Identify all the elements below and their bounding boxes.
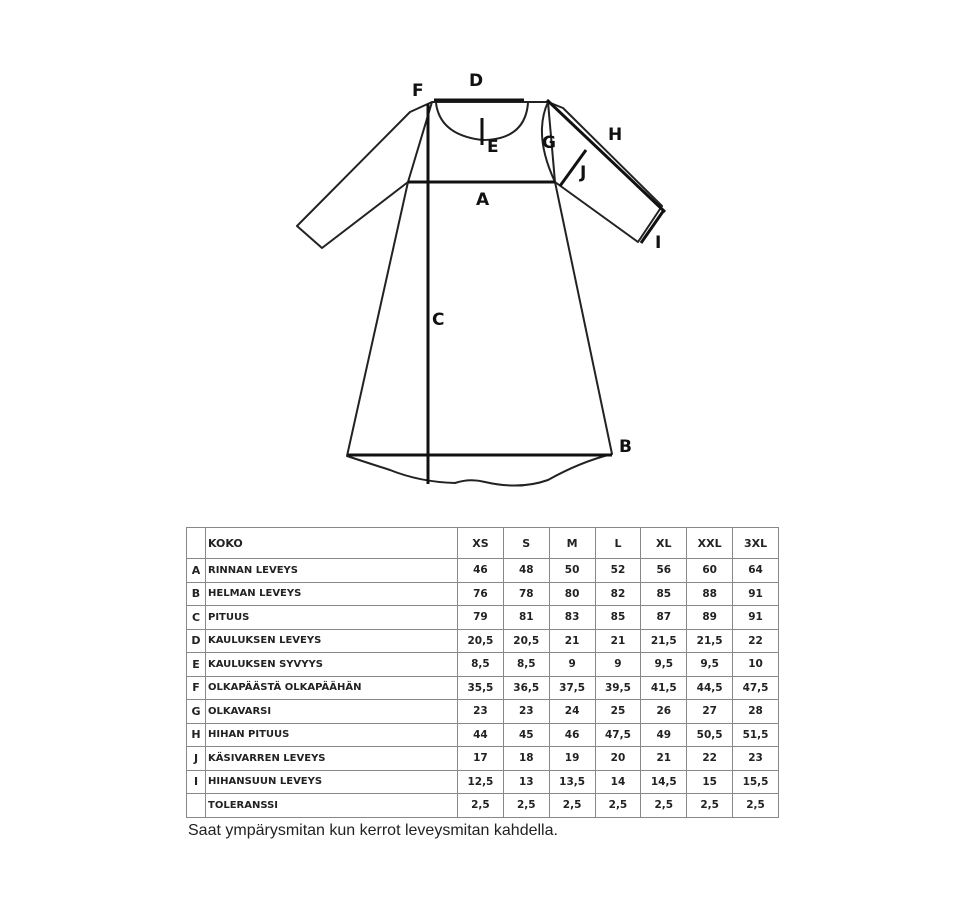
table-cell-value: 24 <box>549 700 595 724</box>
row-letter: C <box>187 606 206 630</box>
table-cell-value: 47,5 <box>595 723 641 747</box>
table-cell-value: 83 <box>549 606 595 630</box>
table-row <box>187 770 779 794</box>
table-cell-value: 13 <box>503 770 549 794</box>
table-cell-value: 8,5 <box>503 653 549 677</box>
table-cell-value: 91 <box>733 582 779 606</box>
table-cell-value: 21 <box>549 629 595 653</box>
table-row <box>187 559 779 583</box>
table-cell-value: 23 <box>733 747 779 771</box>
table-cell-value: 9,5 <box>687 653 733 677</box>
table-cell-value: 44,5 <box>687 676 733 700</box>
table-cell-value: 20,5 <box>458 629 504 653</box>
header-size: XXL <box>687 528 733 559</box>
header-size: 3XL <box>733 528 779 559</box>
measure-line-h <box>547 100 665 212</box>
table-cell-value: 85 <box>641 582 687 606</box>
header-letter-cell <box>187 528 206 559</box>
table-cell-value: 15 <box>687 770 733 794</box>
table-cell-value: 60 <box>687 559 733 583</box>
table-cell-value: 15,5 <box>733 770 779 794</box>
table-row <box>187 794 779 818</box>
table-cell-value: 36,5 <box>503 676 549 700</box>
row-measurement-name: KÄSIVARREN LEVEYS <box>206 747 458 771</box>
header-size: L <box>595 528 641 559</box>
table-cell-value: 88 <box>687 582 733 606</box>
table-cell-value: 21,5 <box>641 629 687 653</box>
table-cell-value: 2,5 <box>458 794 504 818</box>
table-cell-value: 2,5 <box>595 794 641 818</box>
row-measurement-name: OLKAPÄÄSTÄ OLKAPÄÄHÄN <box>206 676 458 700</box>
table-row <box>187 629 779 653</box>
row-letter: D <box>187 629 206 653</box>
table-cell-value: 56 <box>641 559 687 583</box>
table-row <box>187 700 779 724</box>
table-cell-value: 21,5 <box>687 629 733 653</box>
row-measurement-name: RINNAN LEVEYS <box>206 559 458 583</box>
table-cell-value: 2,5 <box>549 794 595 818</box>
label-a: A <box>476 190 490 210</box>
row-letter: H <box>187 723 206 747</box>
footnote: Saat ympärysmitan kun kerrot leveysmitan kahdella. <box>188 822 558 839</box>
header-koko: KOKO <box>206 528 458 559</box>
right-sleeve <box>548 102 662 242</box>
label-d: D <box>469 71 484 91</box>
table-cell-value: 85 <box>595 606 641 630</box>
row-measurement-name: HIHAN PITUUS <box>206 723 458 747</box>
row-letter <box>187 794 206 818</box>
table-cell-value: 22 <box>687 747 733 771</box>
table-cell-value: 10 <box>733 653 779 677</box>
dress-outline <box>347 102 612 486</box>
table-cell-value: 8,5 <box>458 653 504 677</box>
row-letter: B <box>187 582 206 606</box>
table-cell-value: 18 <box>503 747 549 771</box>
table-cell-value: 25 <box>595 700 641 724</box>
header-size: XL <box>641 528 687 559</box>
table-row <box>187 606 779 630</box>
table-cell-value: 2,5 <box>641 794 687 818</box>
row-letter: I <box>187 770 206 794</box>
label-h: H <box>608 125 623 145</box>
table-cell-value: 26 <box>641 700 687 724</box>
table-row <box>187 676 779 700</box>
table-cell-value: 2,5 <box>503 794 549 818</box>
table-row <box>187 723 779 747</box>
left-sleeve <box>297 102 432 248</box>
label-e: E <box>487 137 499 157</box>
table-cell-value: 50 <box>549 559 595 583</box>
table-cell-value: 44 <box>458 723 504 747</box>
label-i: I <box>655 233 662 253</box>
table-row <box>187 653 779 677</box>
table-cell-value: 28 <box>733 700 779 724</box>
table-row <box>187 747 779 771</box>
row-letter: E <box>187 653 206 677</box>
label-j: J <box>580 163 587 183</box>
table-cell-value: 46 <box>458 559 504 583</box>
table-cell-value: 46 <box>549 723 595 747</box>
header-size: XS <box>458 528 504 559</box>
table-cell-value: 23 <box>503 700 549 724</box>
table-cell-value: 41,5 <box>641 676 687 700</box>
table-cell-value: 9,5 <box>641 653 687 677</box>
row-measurement-name: PITUUS <box>206 606 458 630</box>
table-cell-value: 47,5 <box>733 676 779 700</box>
table-cell-value: 21 <box>595 629 641 653</box>
table-cell-value: 19 <box>549 747 595 771</box>
table-cell-value: 37,5 <box>549 676 595 700</box>
label-c: C <box>432 310 445 330</box>
table-cell-value: 35,5 <box>458 676 504 700</box>
table-cell-value: 22 <box>733 629 779 653</box>
table-cell-value: 9 <box>595 653 641 677</box>
row-measurement-name: KAULUKSEN SYVYYS <box>206 653 458 677</box>
size-table <box>186 527 779 818</box>
table-cell-value: 52 <box>595 559 641 583</box>
table-cell-value: 20,5 <box>503 629 549 653</box>
table-cell-value: 78 <box>503 582 549 606</box>
table-cell-value: 12,5 <box>458 770 504 794</box>
size-table-body <box>187 528 779 818</box>
row-measurement-name: HIHANSUUN LEVEYS <box>206 770 458 794</box>
table-cell-value: 2,5 <box>687 794 733 818</box>
table-cell-value: 23 <box>458 700 504 724</box>
table-header-row <box>187 528 779 559</box>
table-cell-value: 21 <box>641 747 687 771</box>
table-cell-value: 14 <box>595 770 641 794</box>
header-size: M <box>549 528 595 559</box>
label-b: B <box>619 437 632 457</box>
row-letter: A <box>187 559 206 583</box>
row-measurement-name: TOLERANSSI <box>206 794 458 818</box>
table-cell-value: 45 <box>503 723 549 747</box>
header-size: S <box>503 528 549 559</box>
table-cell-value: 39,5 <box>595 676 641 700</box>
table-cell-value: 76 <box>458 582 504 606</box>
row-letter: G <box>187 700 206 724</box>
table-cell-value: 17 <box>458 747 504 771</box>
table-cell-value: 13,5 <box>549 770 595 794</box>
table-cell-value: 64 <box>733 559 779 583</box>
table-cell-value: 49 <box>641 723 687 747</box>
row-letter: J <box>187 747 206 771</box>
table-cell-value: 91 <box>733 606 779 630</box>
table-cell-value: 87 <box>641 606 687 630</box>
row-letter: F <box>187 676 206 700</box>
table-cell-value: 81 <box>503 606 549 630</box>
table-cell-value: 50,5 <box>687 723 733 747</box>
row-measurement-name: OLKAVARSI <box>206 700 458 724</box>
table-cell-value: 9 <box>549 653 595 677</box>
table-cell-value: 20 <box>595 747 641 771</box>
table-cell-value: 82 <box>595 582 641 606</box>
table-cell-value: 27 <box>687 700 733 724</box>
table-cell-value: 48 <box>503 559 549 583</box>
table-cell-value: 2,5 <box>733 794 779 818</box>
row-measurement-name: KAULUKSEN LEVEYS <box>206 629 458 653</box>
table-cell-value: 79 <box>458 606 504 630</box>
table-cell-value: 51,5 <box>733 723 779 747</box>
label-g: G <box>542 133 556 153</box>
row-measurement-name: HELMAN LEVEYS <box>206 582 458 606</box>
table-cell-value: 14,5 <box>641 770 687 794</box>
table-cell-value: 80 <box>549 582 595 606</box>
label-f: F <box>412 81 424 101</box>
table-row <box>187 582 779 606</box>
table-cell-value: 89 <box>687 606 733 630</box>
